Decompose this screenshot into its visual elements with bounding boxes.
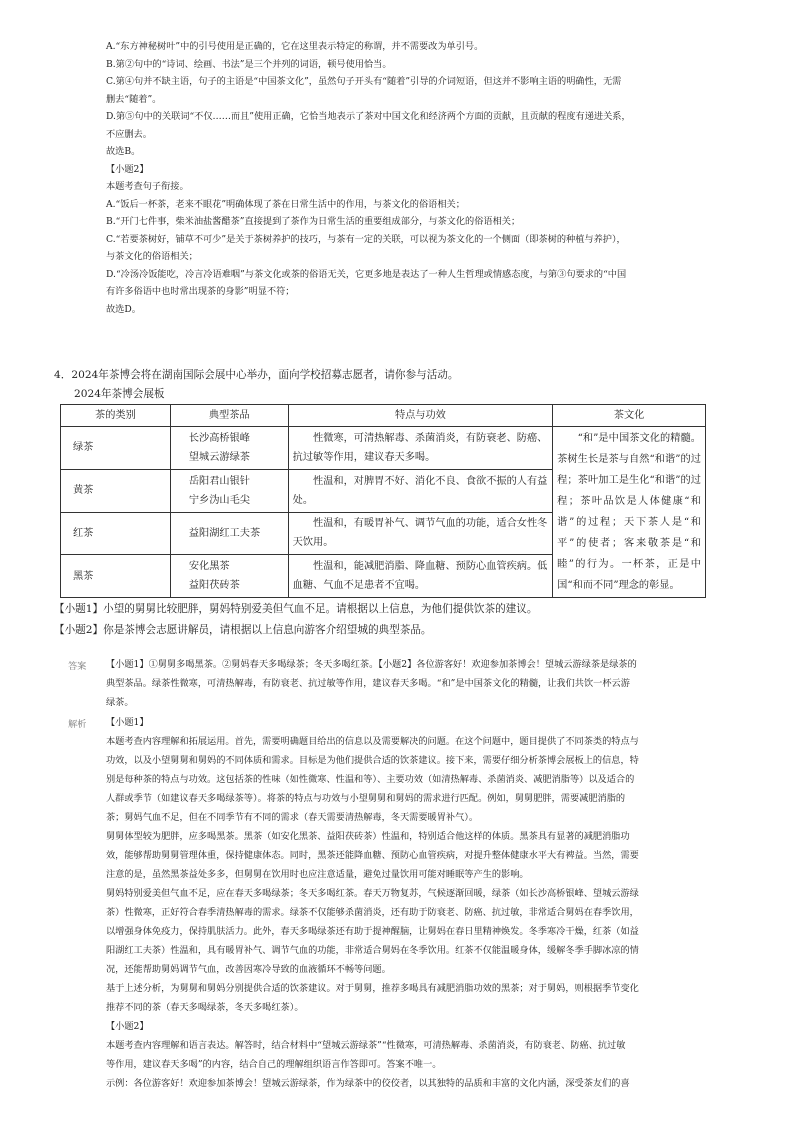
table-caption: 2024年茶博会展板 [74, 388, 165, 400]
answer-label: 答案 [68, 661, 87, 672]
text-line: 注意的是，虽然黑茶益处多多，但舅舅在饮用时也应注意适量，避免过量饮用可能对睡眠等产生的影响。 [106, 869, 529, 880]
text-line: 【小题1】 [106, 717, 149, 728]
text-line: 删去“随着”。 [106, 93, 162, 105]
text-line: 推荐不同的茶（春天多喝绿茶，冬天多喝红茶）。 [106, 1002, 304, 1013]
row-effect: 性温和，对脾胃不好、消化不良、食欲不振的人有益处。 [288, 469, 553, 512]
text-line: 舅妈特别爱美但气血不足，应在春天多喝绿茶；冬天多喝红茶。春天万物复苏，气候逐渐回暖，绿茶（如长沙高桥银峰、望城云游绿 [106, 888, 639, 899]
text-line: 典型茶品。绿茶性微寒，可清热解毒，有防衰老、抗过敏等作用，建议春天多喝。“和”是中国茶文化的精髓，让我们共饮一杯云游 [106, 678, 630, 689]
question-stem: 4．2024年茶博会将在湖南国际会展中心举办，面向学校招募志愿者，请你参与活动。 [54, 369, 459, 381]
text-line: 有许多俗语中也时常出现茶的身影”明显不符； [106, 286, 295, 297]
text-line: 与茶文化的俗语相关； [106, 251, 198, 262]
text-line: 【小题2】 [106, 163, 149, 175]
text-line: 故选D。 [106, 303, 141, 315]
text-line: D.“冷汤冷饭能吃，冷言冷语难咽”与茶文化或茶的俗语无关，它更多地是表达了一种人生哲理或情感态度，与第③句要求的“中国 [106, 268, 627, 280]
table-row [61, 427, 706, 470]
header-culture: 茶文化 [553, 405, 706, 427]
header-effect: 特点与功效 [288, 405, 553, 427]
text-line: 绿茶。 [106, 697, 134, 708]
row-products: 安化黑茶 益阳茯砖茶 [170, 555, 288, 598]
row-effect: 性温和，能减肥消脂、降血糖、预防心血管疾病。低血糖、气血不足患者不宜喝。 [288, 555, 553, 598]
text-line: 不应删去。 [106, 128, 152, 140]
analysis-label: 解析 [68, 719, 87, 730]
text-line: A.“东方神秘树叶”中的引号使用是正确的，它在这里表示特定的称谓，并不需要改为单引号。 [106, 41, 484, 52]
row-products: 益阳湖红工夫茶 [170, 512, 288, 555]
answer-block [106, 655, 718, 712]
text-line: 【小题1】①舅舅多喝黑茶。②舅妈春天多喝绿茶；冬天多喝红茶。【小题2】各位游客好！欢迎参加茶博会！望城云游绿茶是绿茶的 [106, 659, 637, 670]
text-line: 功效，以及小望舅舅和舅妈的不同体质和需求。目标是为他们提供合适的饮茶建议。接下来，需要仔细分析茶博会展板上的信息，特 [106, 755, 639, 766]
header-category: 茶的类别 [61, 405, 171, 427]
row-products: 岳阳君山银针 宁乡沩山毛尖 [170, 469, 288, 512]
tea-expo-table [60, 404, 706, 598]
header-products: 典型茶品 [170, 405, 288, 427]
text-line: B.第②句中的“诗词、绘画、书法”是三个并列的词语，顿号使用恰当。 [106, 58, 392, 70]
text-line: 本题考查内容理解和语言表达。解答时，结合材料中“望城云游绿茶”“性微寒，可清热解毒、杀菌消炎，有防衰老、防癌、抗过敏 [106, 1040, 626, 1051]
text-line: 本题考查内容理解和拓展运用。首先，需要明确题目给出的信息以及需要解决的问题。在这个问题中，题目提供了不同茶类的特点与 [106, 736, 639, 747]
text-line: B.“开门七件事，柴米油盐酱醋茶”直接提到了茶作为日常生活的重要组成部分，与茶文化的俗语相关； [106, 216, 521, 227]
culture-cell: “和”是中国茶文化的精髓。茶树生长是茶与自然“和谐”的过程；茶叶加工是生化“和谐”的过程；茶叶品饮是人体健康“和谐”的过程；天下茶人是“和平”的使者；客来敬茶是“和睦”的行为。一杯茶，正是中国“和而不同”理念的彰显。 [553, 427, 706, 598]
row-category: 红茶 [61, 512, 171, 555]
table-header-row [61, 405, 706, 427]
text-line: D.第⑤句中的关联词“不仅……而且”使用正确，它恰当地表示了茶对中国文化和经济两个方面的贡献，且贡献的程度有递进关系， [106, 111, 631, 122]
text-line: C.第④句并不缺主语，句子的主语是“中国茶文化”，虽然句子开头有“随着”引导的介词短语，但这并不影响主语的明确性，无需 [106, 76, 622, 87]
text-line: 故选B。 [106, 146, 141, 157]
text-line: A.“饭后一杯茶，老来不眼花”明确体现了茶在日常生活中的作用，与茶文化的俗语相关； [106, 198, 465, 210]
text-line: 人群或季节（如建议春天多喝绿茶等）。将茶的特点与功效与小望舅舅和舅妈的需求进行匹配。例如，舅舅肥胖，需要减肥消脂的 [106, 793, 626, 804]
text-line: 基于上述分析，为舅舅和舅妈分别提供合适的饮茶建议。对于舅舅，推荐多喝具有减肥消脂功效的黑茶；对于舅妈，则根据季节变化 [106, 983, 639, 994]
row-products: 长沙高桥银峰 望城云游绿茶 [170, 427, 288, 470]
text-line: 别是每种茶的特点与功效。这包括茶的性味（如性微寒、性温和等）、主要功效（如清热解毒、杀菌消炎、减肥消脂等）以及适合的 [106, 774, 635, 785]
row-category: 黑茶 [61, 555, 171, 598]
text-line: 茶；舅妈气血不足，但在不同季节有不同的需求（春天需要清热解毒，冬天需要暖胃补气）。 [106, 812, 479, 823]
text-line: 舅舅体型较为肥胖，应多喝黑茶。黑茶（如安化黑茶、益阳茯砖茶）性温和，特别适合他这样的体质。黑茶具有显著的减肥消脂功 [106, 831, 630, 842]
text-line: 本题考查句子衔接。 [106, 181, 189, 192]
text-line: 以增强身体免疫力，保持肌肤活力。此外，春天多喝绿茶还有助于提神醒脑，让舅妈在春日里精神焕发。冬季寒冷干燥，红茶（如益 [106, 926, 639, 937]
row-effect: 性温和，有暖胃补气、调节气血的功能，适合女性冬天饮用。 [288, 512, 553, 555]
row-category: 绿茶 [61, 427, 171, 470]
row-effect: 性微寒，可清热解毒、杀菌消炎，有防衰老、防癌、抗过敏等作用，建议春天多喝。 [288, 427, 553, 470]
text-line: 【小题2】 [106, 1021, 149, 1032]
analysis-block [106, 713, 718, 1093]
text-line: 示例：各位游客好！欢迎参加茶博会！望城云游绿茶，作为绿茶中的佼佼者，以其独特的品质和丰富的文化内涵，深受茶友们的喜 [106, 1078, 630, 1089]
text-line: 茶）性微寒，正好符合春季清热解毒的需求。绿茶不仅能够杀菌消炎，还有助于防衰老、防癌、抗过敏，非常适合舅妈在春季饮用， [106, 907, 639, 918]
text-line: C.“若要茶树好，铺草不可少”是关于茶树养护的技巧，与茶有一定的关联，可以视为茶文化的一个侧面（即茶树的种植与养护）， [106, 233, 626, 245]
sub-question-1: 【小题1】小望的舅舅比较肥胖，舅妈特别爱美但气血不足。请根据以上信息，为他们提供饮茶的建议。 [54, 603, 538, 615]
text-line: 效，能够帮助舅舅管理体重，保持健康体态。同时，黑茶还能降血糖、预防心血管疾病，对提升整体健康水平大有裨益。当然，需要 [106, 850, 639, 861]
previous-answer-block [106, 38, 718, 318]
sub-question-2: 【小题2】你是茶博会志愿讲解员，请根据以上信息向游客介绍望城的典型茶品。 [54, 624, 432, 636]
text-line: 阳湖红工夫茶）性温和，具有暖胃补气、调节气血的功能，非常适合舅妈在冬季饮用。红茶不仅能温暖身体，缓解冬季手脚冰凉的情 [106, 945, 639, 956]
row-category: 黄茶 [61, 469, 171, 512]
text-line: 等作用，建议春天多喝”的内容，结合自己的理解组织语言作答即可。答案不唯一。 [106, 1059, 442, 1070]
text-line: 况，还能帮助舅妈调节气血，改善因寒冷导致的血液循环不畅等问题。 [106, 964, 391, 975]
